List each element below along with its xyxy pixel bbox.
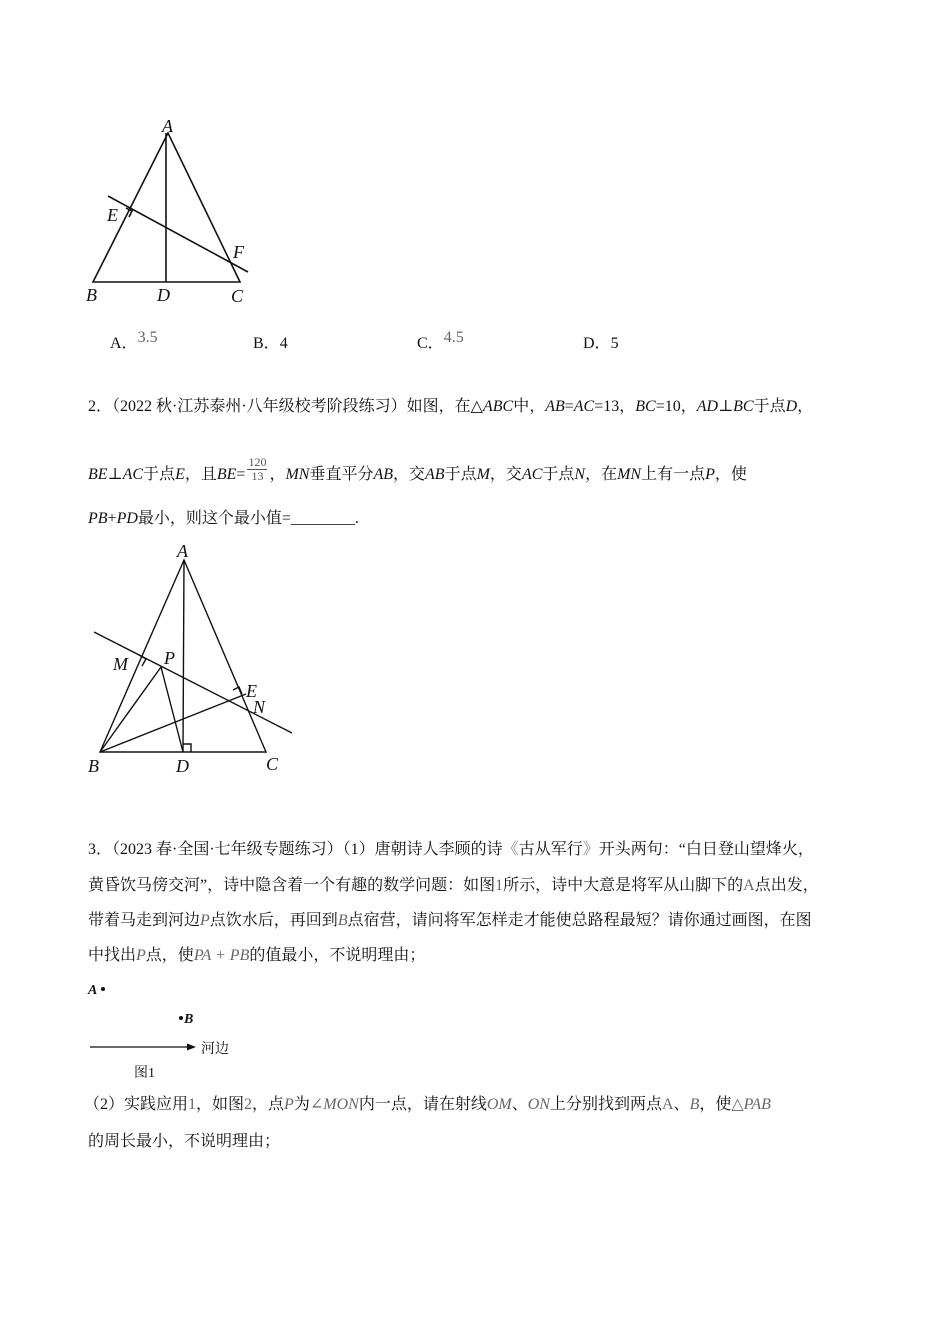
label-D: D <box>176 756 189 776</box>
text-segment: 内一点，请在射线 <box>358 1096 487 1113</box>
text-segment: 为 <box>293 1096 310 1113</box>
numerator: 120 <box>248 455 267 469</box>
q3-part2-line-1 <box>84 1095 771 1115</box>
math-symbol: P <box>136 947 146 964</box>
math-symbol: BE <box>88 466 108 484</box>
text-segment: 垂直平分 <box>309 466 374 484</box>
text-segment: 带着马走到河边 <box>88 912 201 929</box>
figure-q3-river <box>0 0 260 1090</box>
text-segment: 中， <box>513 398 546 415</box>
text-segment: 2 <box>244 1096 253 1113</box>
text-segment: 于点 <box>444 466 477 484</box>
text-segment: 开头两句：“白日登山望烽火， <box>598 841 814 858</box>
text-segment: A <box>661 1096 674 1113</box>
q3-part2-line-2 <box>88 1132 280 1152</box>
text-segment: 2．（2022 秋·江苏泰州·八年级校考阶段练习）如图，在△ <box>88 398 483 415</box>
point-A-label: A <box>88 983 98 998</box>
math-symbol: AB <box>545 398 565 415</box>
text-segment: ，交 <box>393 466 426 484</box>
text-segment: 的周长最小，不说明理由； <box>88 1133 281 1150</box>
text-segment: 点，使 <box>145 947 194 964</box>
math-symbol: MN <box>285 466 310 484</box>
text-segment: ，使 <box>714 466 747 484</box>
label-N: N <box>253 697 266 717</box>
text-segment: 点宿营，请问将军怎样走才能使总路程最短？请你通过画图，在图 <box>347 912 812 929</box>
text-segment: + <box>107 510 117 527</box>
math-symbol: AD <box>696 398 719 415</box>
math-symbol: B <box>689 1096 700 1113</box>
math-symbol: AB <box>373 466 394 484</box>
text-segment: 古从军行 <box>518 841 583 858</box>
text-segment: ，使 <box>699 1096 732 1113</box>
option-c[interactable]: C．4.5 <box>417 329 464 352</box>
math-symbol: AC <box>122 466 144 484</box>
math-symbol: ABC <box>482 398 514 415</box>
text-segment: 的值最小，不说明理由； <box>249 947 426 964</box>
text-segment: ， <box>269 466 286 484</box>
label-E: E <box>107 205 118 225</box>
math-symbol: BC <box>733 398 754 415</box>
text-segment: = <box>564 398 574 415</box>
text-segment: ，交 <box>489 466 522 484</box>
text-segment: ，且 <box>184 466 217 484</box>
math-symbol: MN <box>617 466 642 484</box>
math-symbol: △PAB <box>731 1096 771 1113</box>
text-segment: ，点 <box>252 1096 285 1113</box>
text-segment: 黄昏饮马傍交河”，诗中隐含着一个有趣的数学问题：如图 <box>88 877 496 894</box>
math-symbol: ON <box>527 1096 550 1113</box>
label-D: D <box>157 285 170 305</box>
label-B: B <box>86 285 97 305</box>
text-segment: 上分别找到两点 <box>549 1096 662 1113</box>
text-segment: 、 <box>511 1096 528 1113</box>
label-M: M <box>113 654 128 674</box>
text-segment: 中找出 <box>88 947 137 964</box>
text-segment: （2）实践应用 <box>84 1096 189 1113</box>
text-segment: ，在 <box>585 466 618 484</box>
text-segment: A <box>743 877 755 894</box>
math-symbol: PA + PB <box>193 947 250 964</box>
label-E: E <box>246 681 257 701</box>
text-segment: 点出发， <box>754 877 819 894</box>
label-P: P <box>164 648 175 668</box>
math-symbol: BC <box>635 398 656 415</box>
math-symbol: PB <box>88 510 108 527</box>
option-a[interactable]: A．3.5 <box>110 329 158 352</box>
label-C: C <box>266 754 279 774</box>
math-symbol: AC <box>573 398 595 415</box>
math-symbol: AB <box>425 466 445 484</box>
text-segment: ，如图 <box>196 1096 245 1113</box>
text-segment: =10， <box>655 398 697 415</box>
math-symbol: P <box>200 912 210 929</box>
point-B-label: B <box>184 1012 194 1027</box>
point-A <box>101 987 105 991</box>
text-segment: 于点 <box>753 398 786 415</box>
text-segment: 《 <box>502 841 519 858</box>
math-symbol: P <box>284 1096 294 1113</box>
text-segment: ⊥ <box>107 466 123 484</box>
label-C: C <box>231 286 244 306</box>
text-segment: 所示，诗中大意是将军从山脚下的 <box>503 877 744 894</box>
math-symbol: P <box>705 466 715 484</box>
text-segment: 1 <box>188 1096 197 1113</box>
math-symbol: N <box>574 466 586 484</box>
text-segment: 最小，则这个最小值=________. <box>137 510 359 527</box>
option-d[interactable]: D．5 <box>583 335 619 352</box>
math-symbol: ∠MON <box>309 1096 359 1113</box>
river-label: 河边 <box>201 1042 229 1057</box>
label-F: F <box>233 242 244 262</box>
text-segment: 于点 <box>542 466 575 484</box>
text-segment: 上有一点 <box>641 466 706 484</box>
math-symbol: PD <box>116 510 138 527</box>
math-symbol: E <box>175 466 185 484</box>
text-segment: ⊥ <box>718 398 734 415</box>
figure-caption: 图1 <box>134 1066 155 1081</box>
arrow-head-icon <box>187 1044 196 1051</box>
math-symbol: OM <box>486 1096 512 1113</box>
math-symbol: BE <box>216 466 237 484</box>
math-symbol: B <box>337 912 348 929</box>
text-segment: 1 <box>495 877 504 894</box>
label-B: B <box>88 756 99 776</box>
text-segment: 点饮水后，再回到 <box>209 912 338 929</box>
label-A: A <box>177 541 188 561</box>
text-segment: =13， <box>594 398 636 415</box>
text-segment: 、 <box>673 1096 690 1113</box>
math-symbol: AC <box>521 466 543 484</box>
text-segment: = <box>236 466 246 484</box>
label-A: A <box>162 116 173 136</box>
text-segment: 于点 <box>143 466 176 484</box>
math-symbol: M <box>476 466 490 484</box>
option-b[interactable]: B．4 <box>253 335 288 352</box>
denominator: 13 <box>251 469 264 483</box>
text-segment: 》 <box>582 841 599 858</box>
math-symbol: D <box>785 398 798 415</box>
point-B <box>179 1016 183 1020</box>
text-segment: 3．（2023 春·全国·七年级专题练习）（1）唐朝诗人李顾的诗 <box>88 841 503 858</box>
text-segment: ， <box>797 398 814 415</box>
